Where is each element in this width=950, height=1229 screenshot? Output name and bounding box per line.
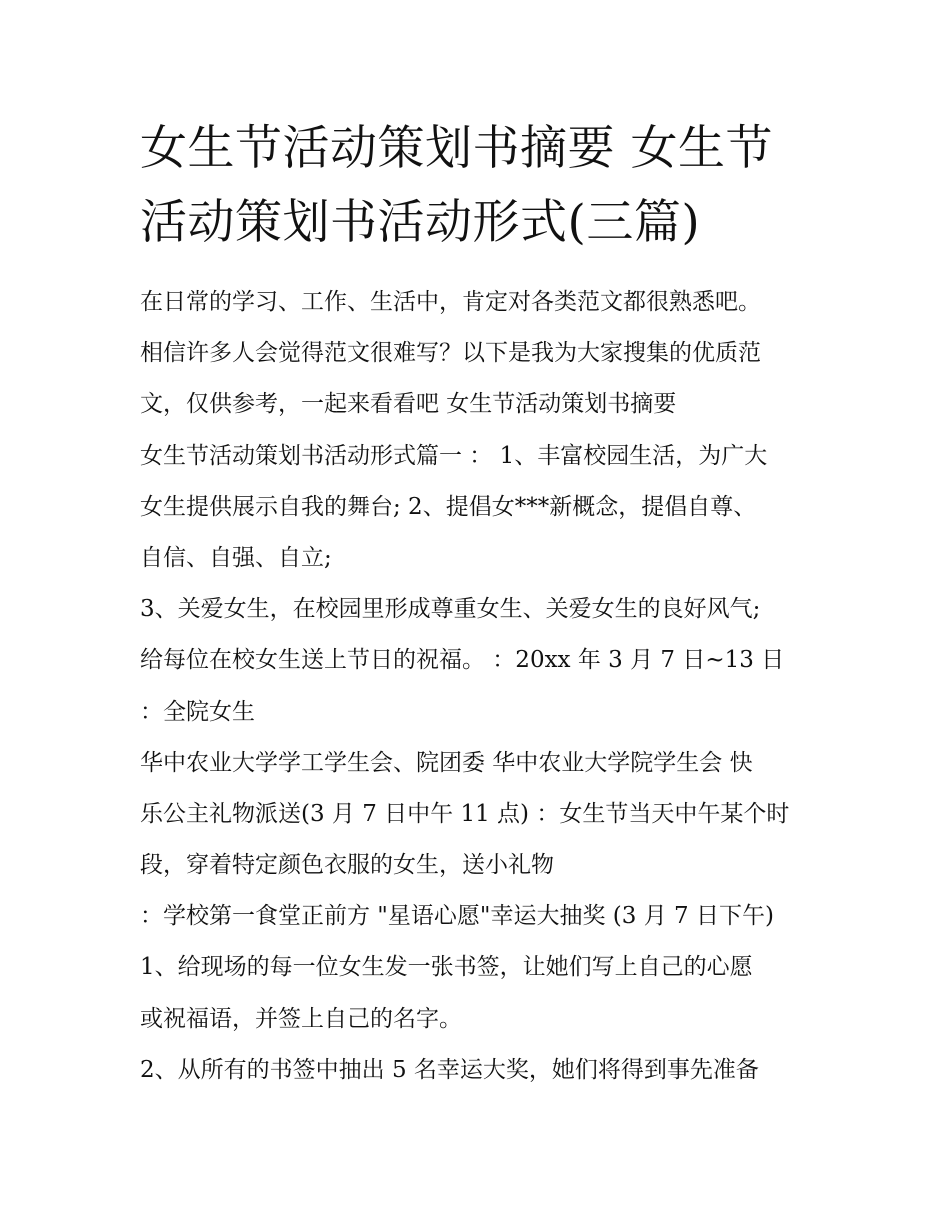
paragraph-line: 给每位在校女生送上节日的祝福。 ：20xx 年 3 月 7 日~13 日: [140, 647, 785, 674]
paragraph-line: 1、给现场的每一位女生发一张书签，让她们写上自己的心愿: [140, 954, 753, 981]
document-body: [140, 277, 820, 1096]
paragraph-line: ：学校第一食堂正前方 "星语心愿"幸运大抽奖 (3 月 7 日下午): [140, 903, 774, 930]
document-title: 女生节活动策划书摘要 女生节活动策划书活动形式(三篇): [140, 121, 773, 250]
paragraph-line: 文，仅供参考，一起来看看吧 女生节活动策划书摘要: [140, 391, 677, 418]
paragraph-line: 3、关爱女生，在校园里形成尊重女生、关爱女生的良好风气;: [140, 596, 761, 623]
paragraph-line: 乐公主礼物派送(3 月 7 日中午 11 点) ：女生节当天中午某个时: [140, 800, 790, 827]
paragraph-line: 华中农业大学学工学生会、院团委 华中农业大学院学生会 快: [140, 749, 753, 776]
paragraph-line: 或祝福语，并签上自己的名字。: [140, 1005, 462, 1032]
paragraph-line: 相信许多人会觉得范文很难写？以下是我为大家搜集的优质范: [140, 340, 761, 367]
paragraph-line: 女生节活动策划书活动形式篇一 ： 1、丰富校园生活，为广大: [140, 442, 768, 469]
paragraph-line: 2、从所有的书签中抽出 5 名幸运大奖，她们将得到事先准备: [140, 1056, 759, 1083]
paragraph-line: 自信、自强、自立;: [140, 544, 332, 571]
paragraph-line: 段，穿着特定颜色衣服的女生，送小礼物: [140, 852, 554, 879]
paragraph-line: 女生提供展示自我的舞台; 2、提倡女***新概念，提倡自尊、: [140, 493, 757, 520]
paragraph-line: ：全院女生: [140, 698, 255, 725]
paragraph-line: 在日常的学习、工作、生活中，肯定对各类范文都很熟悉吧。: [140, 289, 761, 315]
